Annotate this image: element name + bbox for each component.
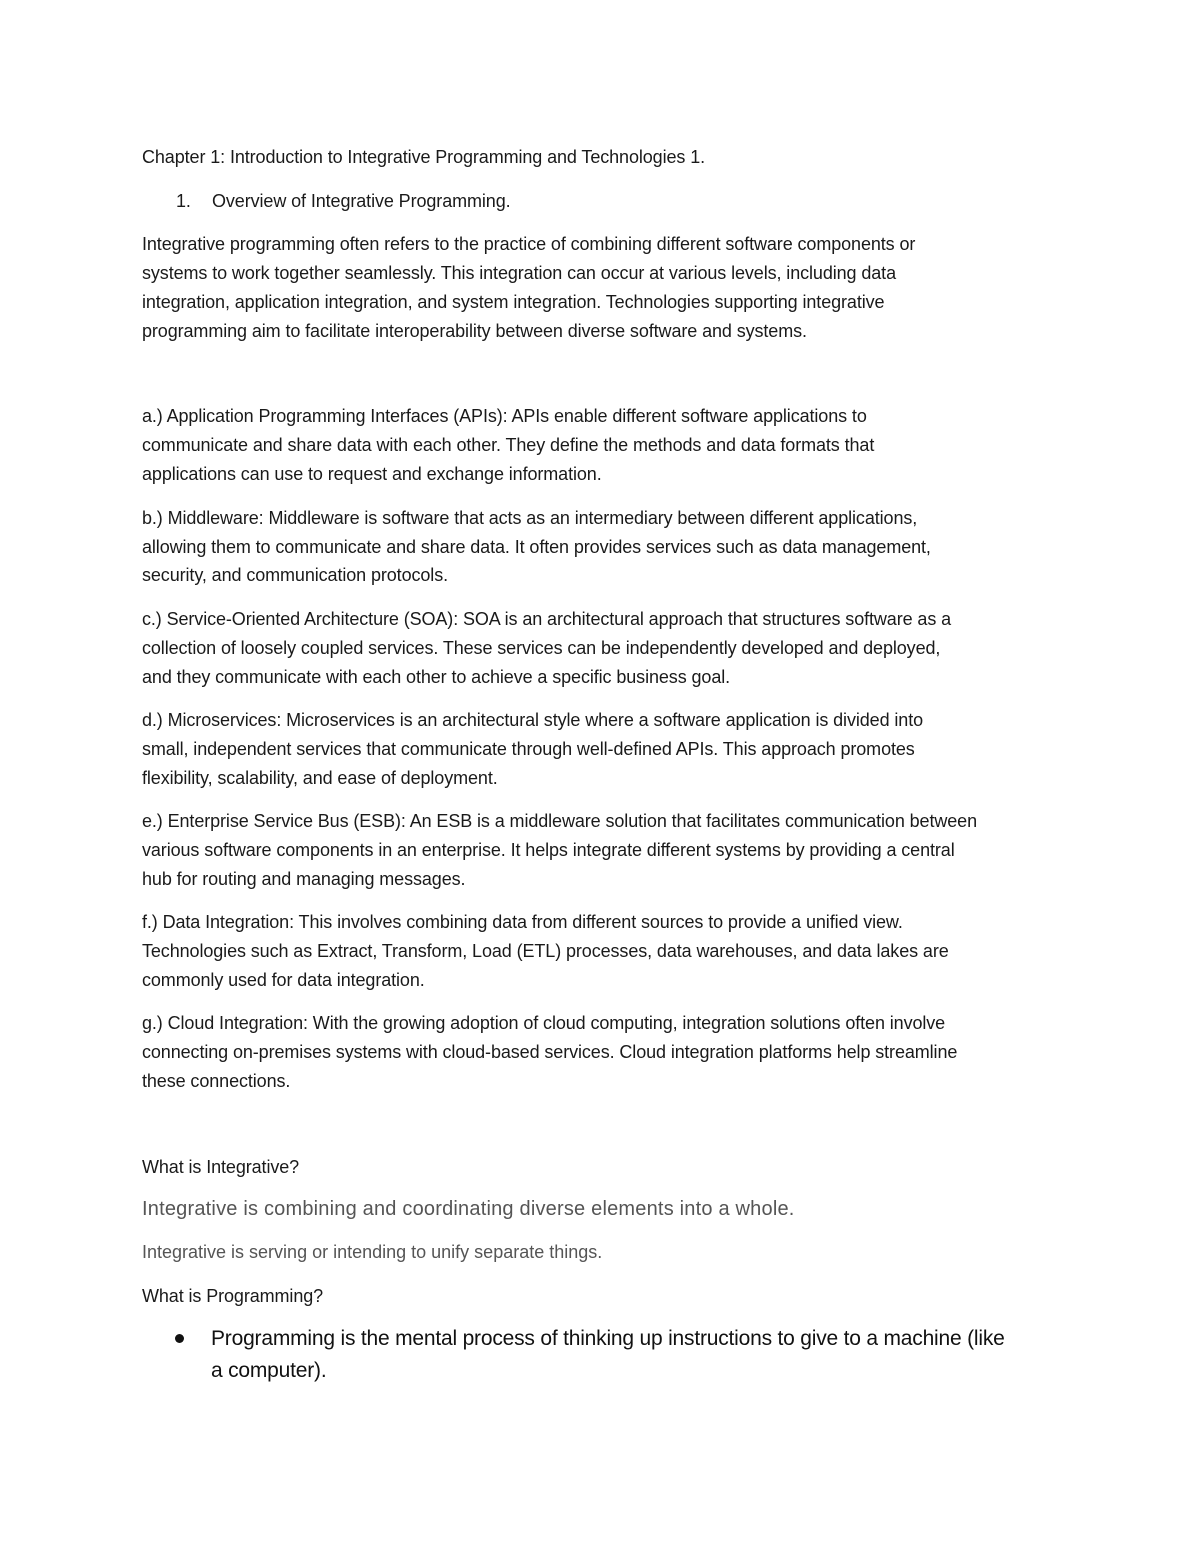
intro-paragraph-line: programming aim to facilitate interoperability between diverse software and systems. (142, 321, 807, 341)
bullet-icon (175, 1334, 184, 1343)
item-apis-line: a.) Application Programming Interfaces (APIs): APIs enable different software applications to (142, 406, 867, 426)
item-cloud-integration-line: g.) Cloud Integration: With the growing adoption of cloud computing, integration solutions often involve (142, 1013, 946, 1033)
numbered-heading (176, 189, 511, 213)
item-esb-line: various software components in an enterprise. It helps integrate different systems by providing a central (142, 840, 955, 860)
item-middleware-line: b.) Middleware: Middleware is software that acts as an intermediary between different applications, (142, 508, 918, 528)
item-soa-line: collection of loosely coupled services. These services can be independently developed and deployed, (142, 638, 941, 658)
item-soa-line: and they communicate with each other to achieve a specific business goal. (142, 667, 731, 687)
programming-question: What is Programming? (142, 1286, 324, 1306)
item-microservices-line: small, independent services that communicate through well-defined APIs. This approach promotes (142, 739, 915, 759)
programming-definition-line: Programming is the mental process of thinking up instructions to give to a machine (like (211, 1327, 1005, 1350)
chapter-title: Chapter 1: Introduction to Integrative Programming and Technologies 1. (142, 147, 706, 167)
item-apis-line: communicate and share data with each other. They define the methods and data formats that (142, 435, 875, 455)
item-middleware-line: security, and communication protocols. (142, 565, 449, 585)
item-data-integration-line: commonly used for data integration. (142, 970, 425, 990)
item-soa-line: c.) Service-Oriented Architecture (SOA): SOA is an architectural approach that structures software as a (142, 609, 952, 629)
item-data-integration-line: Technologies such as Extract, Transform, Load (ETL) processes, data warehouses, and data lakes are (142, 941, 949, 961)
intro-paragraph-line: integration, application integration, and system integration. Technologies supporting integrative (142, 292, 885, 312)
item-microservices-line: flexibility, scalability, and ease of deployment. (142, 768, 498, 788)
item-esb-line: hub for routing and managing messages. (142, 869, 466, 889)
intro-paragraph-line: Integrative programming often refers to the practice of combining different software components or (142, 234, 916, 254)
item-apis-line: applications can use to request and exchange information. (142, 464, 602, 484)
item-data-integration-line: f.) Data Integration: This involves combining data from different sources to provide a unified view. (142, 912, 903, 932)
numbered-heading-number: 1. (176, 191, 191, 211)
item-cloud-integration-line: these connections. (142, 1071, 291, 1091)
integrative-question: What is Integrative? (142, 1157, 300, 1177)
item-microservices-line: d.) Microservices: Microservices is an architectural style where a software application is divided into (142, 710, 924, 730)
integrative-definition: Integrative is combining and coordinating diverse elements into a whole. (142, 1198, 795, 1220)
item-middleware-line: allowing them to communicate and share data. It often provides services such as data management, (142, 537, 931, 557)
item-cloud-integration-line: connecting on-premises systems with cloud-based services. Cloud integration platforms help streamline (142, 1042, 958, 1062)
item-esb-line: e.) Enterprise Service Bus (ESB): An ESB is a middleware solution that facilitates communication between (142, 811, 977, 831)
integrative-definition: Integrative is serving or intending to unify separate things. (142, 1242, 603, 1262)
intro-paragraph-line: systems to work together seamlessly. This integration can occur at various levels, including data (142, 263, 896, 283)
numbered-heading-text: Overview of Integrative Programming. (212, 191, 511, 211)
programming-definition-line: a computer). (211, 1359, 327, 1382)
